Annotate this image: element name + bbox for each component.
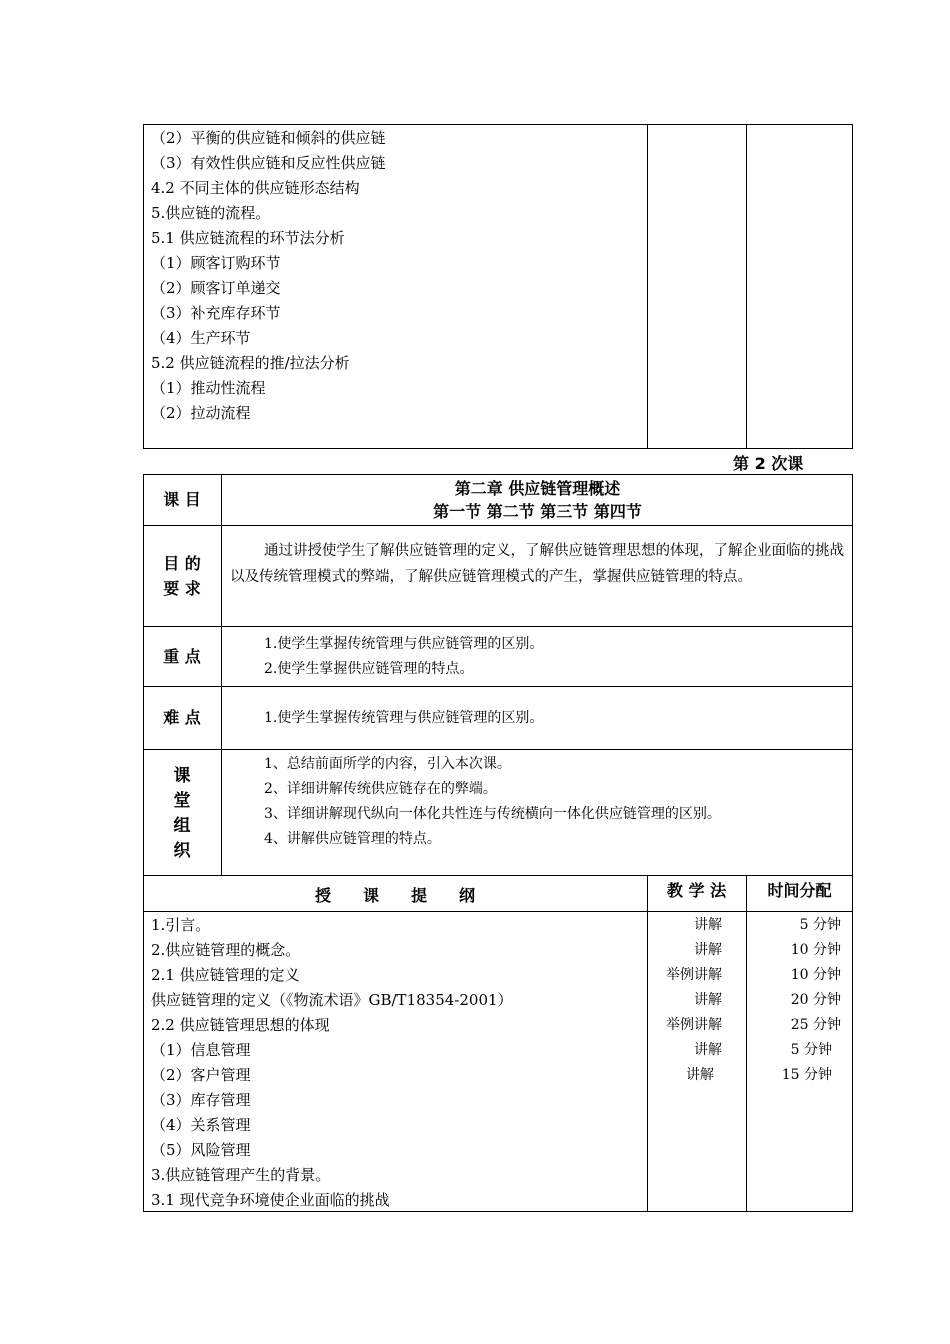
method-value: 讲解: [686, 1067, 714, 1083]
outline-text: 3.1 现代竞争环境使企业面临的挑战: [151, 1191, 390, 1209]
top-line: 5.供应链的流程。: [151, 204, 271, 222]
method-column-divider: [647, 875, 648, 1212]
top-line: （2）拉动流程: [151, 404, 251, 422]
method-value: 讲解: [694, 942, 722, 958]
method-value: 讲解: [694, 917, 722, 933]
difficulties-label: 难 点: [163, 708, 201, 727]
objectives-text: 通过讲授使学生了解供应链管理的定义，了解供应链管理思想的体现，了解企业面临的挑战以及传统管理模式的弊端，了解供应链管理模式的产生，掌握供应链管理的特点。: [230, 543, 844, 585]
key-point-item: 1.使学生掌握传统管理与供应链管理的区别。: [264, 636, 544, 652]
top-line: 5.1 供应链流程的环节法分析: [151, 229, 345, 247]
time-value: 5 分钟: [799, 917, 841, 933]
row-divider: [143, 626, 853, 627]
organization-item: 4、讲解供应链管理的特点。: [264, 831, 441, 847]
session-label: 第 2 次课: [733, 454, 804, 473]
outline-text: 2.1 供应链管理的定义: [151, 966, 300, 984]
subject-label: 课 目: [163, 490, 201, 509]
top-line: （3）补充库存环节: [151, 304, 281, 322]
outline-text: 3.供应链管理产生的背景。: [151, 1166, 331, 1184]
top-table-divider-1: [647, 124, 648, 449]
outline-text: （5）风险管理: [151, 1141, 251, 1159]
time-value: 5 分钟: [790, 1042, 832, 1058]
objectives-label: 要 求: [163, 579, 201, 598]
outline-text: 2.供应链管理的概念。: [151, 941, 301, 959]
top-line: （4）生产环节: [151, 329, 251, 347]
method-header: 教 学 法: [666, 881, 727, 900]
time-header: 时间分配: [767, 881, 832, 900]
key-point-item: 2.使学生掌握供应链管理的特点。: [264, 661, 474, 677]
outline-header: 授 课 提 纲: [314, 886, 475, 905]
section-title: 第一节 第二节 第三节 第四节: [433, 502, 642, 521]
outline-text: （2）客户管理: [151, 1066, 251, 1084]
method-value: 举例讲解: [666, 967, 722, 983]
method-value: 讲解: [694, 1042, 722, 1058]
method-value: 举例讲解: [666, 1017, 722, 1033]
time-column-divider: [746, 875, 747, 1212]
label-column-divider: [221, 474, 222, 875]
time-value: 25 分钟: [790, 1017, 841, 1033]
outline-text: （1）信息管理: [151, 1041, 251, 1059]
top-table-divider-2: [746, 124, 747, 449]
top-line: （1）顾客订购环节: [151, 254, 281, 272]
organization-item: 3、详细讲解现代纵向一体化共性连与传统横向一体化供应链管理的区别。: [264, 806, 721, 822]
top-line: （1）推动性流程: [151, 379, 266, 397]
top-line: （2）平衡的供应链和倾斜的供应链: [151, 129, 386, 147]
top-line: 5.2 供应链流程的推/拉法分析: [151, 354, 350, 372]
row-divider: [143, 749, 853, 750]
key-points-label: 重 点: [163, 647, 201, 666]
time-value: 10 分钟: [790, 967, 841, 983]
row-divider: [143, 686, 853, 687]
row-divider: [143, 525, 853, 526]
organization-label-char: 织: [173, 841, 191, 861]
outline-text: 供应链管理的定义（《物流术语》GB/T18354-2001）: [151, 991, 513, 1009]
organization-label-char: 课: [173, 766, 191, 786]
organization-label-char: 组: [173, 816, 191, 836]
organization-item: 2、详细讲解传统供应链存在的弊端。: [264, 781, 497, 797]
outline-text: 2.2 供应链管理思想的体现: [151, 1016, 330, 1034]
method-value: 讲解: [694, 992, 722, 1008]
outline-text: 1.引言。: [151, 916, 211, 934]
objectives-label: 目 的: [163, 554, 201, 573]
chapter-title: 第二章 供应链管理概述: [454, 479, 621, 498]
organization-label-char: 堂: [173, 791, 191, 811]
organization-item: 1、总结前面所学的内容，引入本次课。: [264, 756, 511, 772]
outline-text: （4）关系管理: [151, 1116, 251, 1134]
top-line: （2）顾客订单递交: [151, 279, 281, 297]
outline-text: （3）库存管理: [151, 1091, 251, 1109]
time-value: 10 分钟: [790, 942, 841, 958]
time-value: 15 分钟: [781, 1067, 832, 1083]
top-line: 4.2 不同主体的供应链形态结构: [151, 179, 360, 197]
time-value: 20 分钟: [790, 992, 841, 1008]
difficulty-item: 1.使学生掌握传统管理与供应链管理的区别。: [264, 710, 544, 726]
top-line: （3）有效性供应链和反应性供应链: [151, 154, 386, 172]
